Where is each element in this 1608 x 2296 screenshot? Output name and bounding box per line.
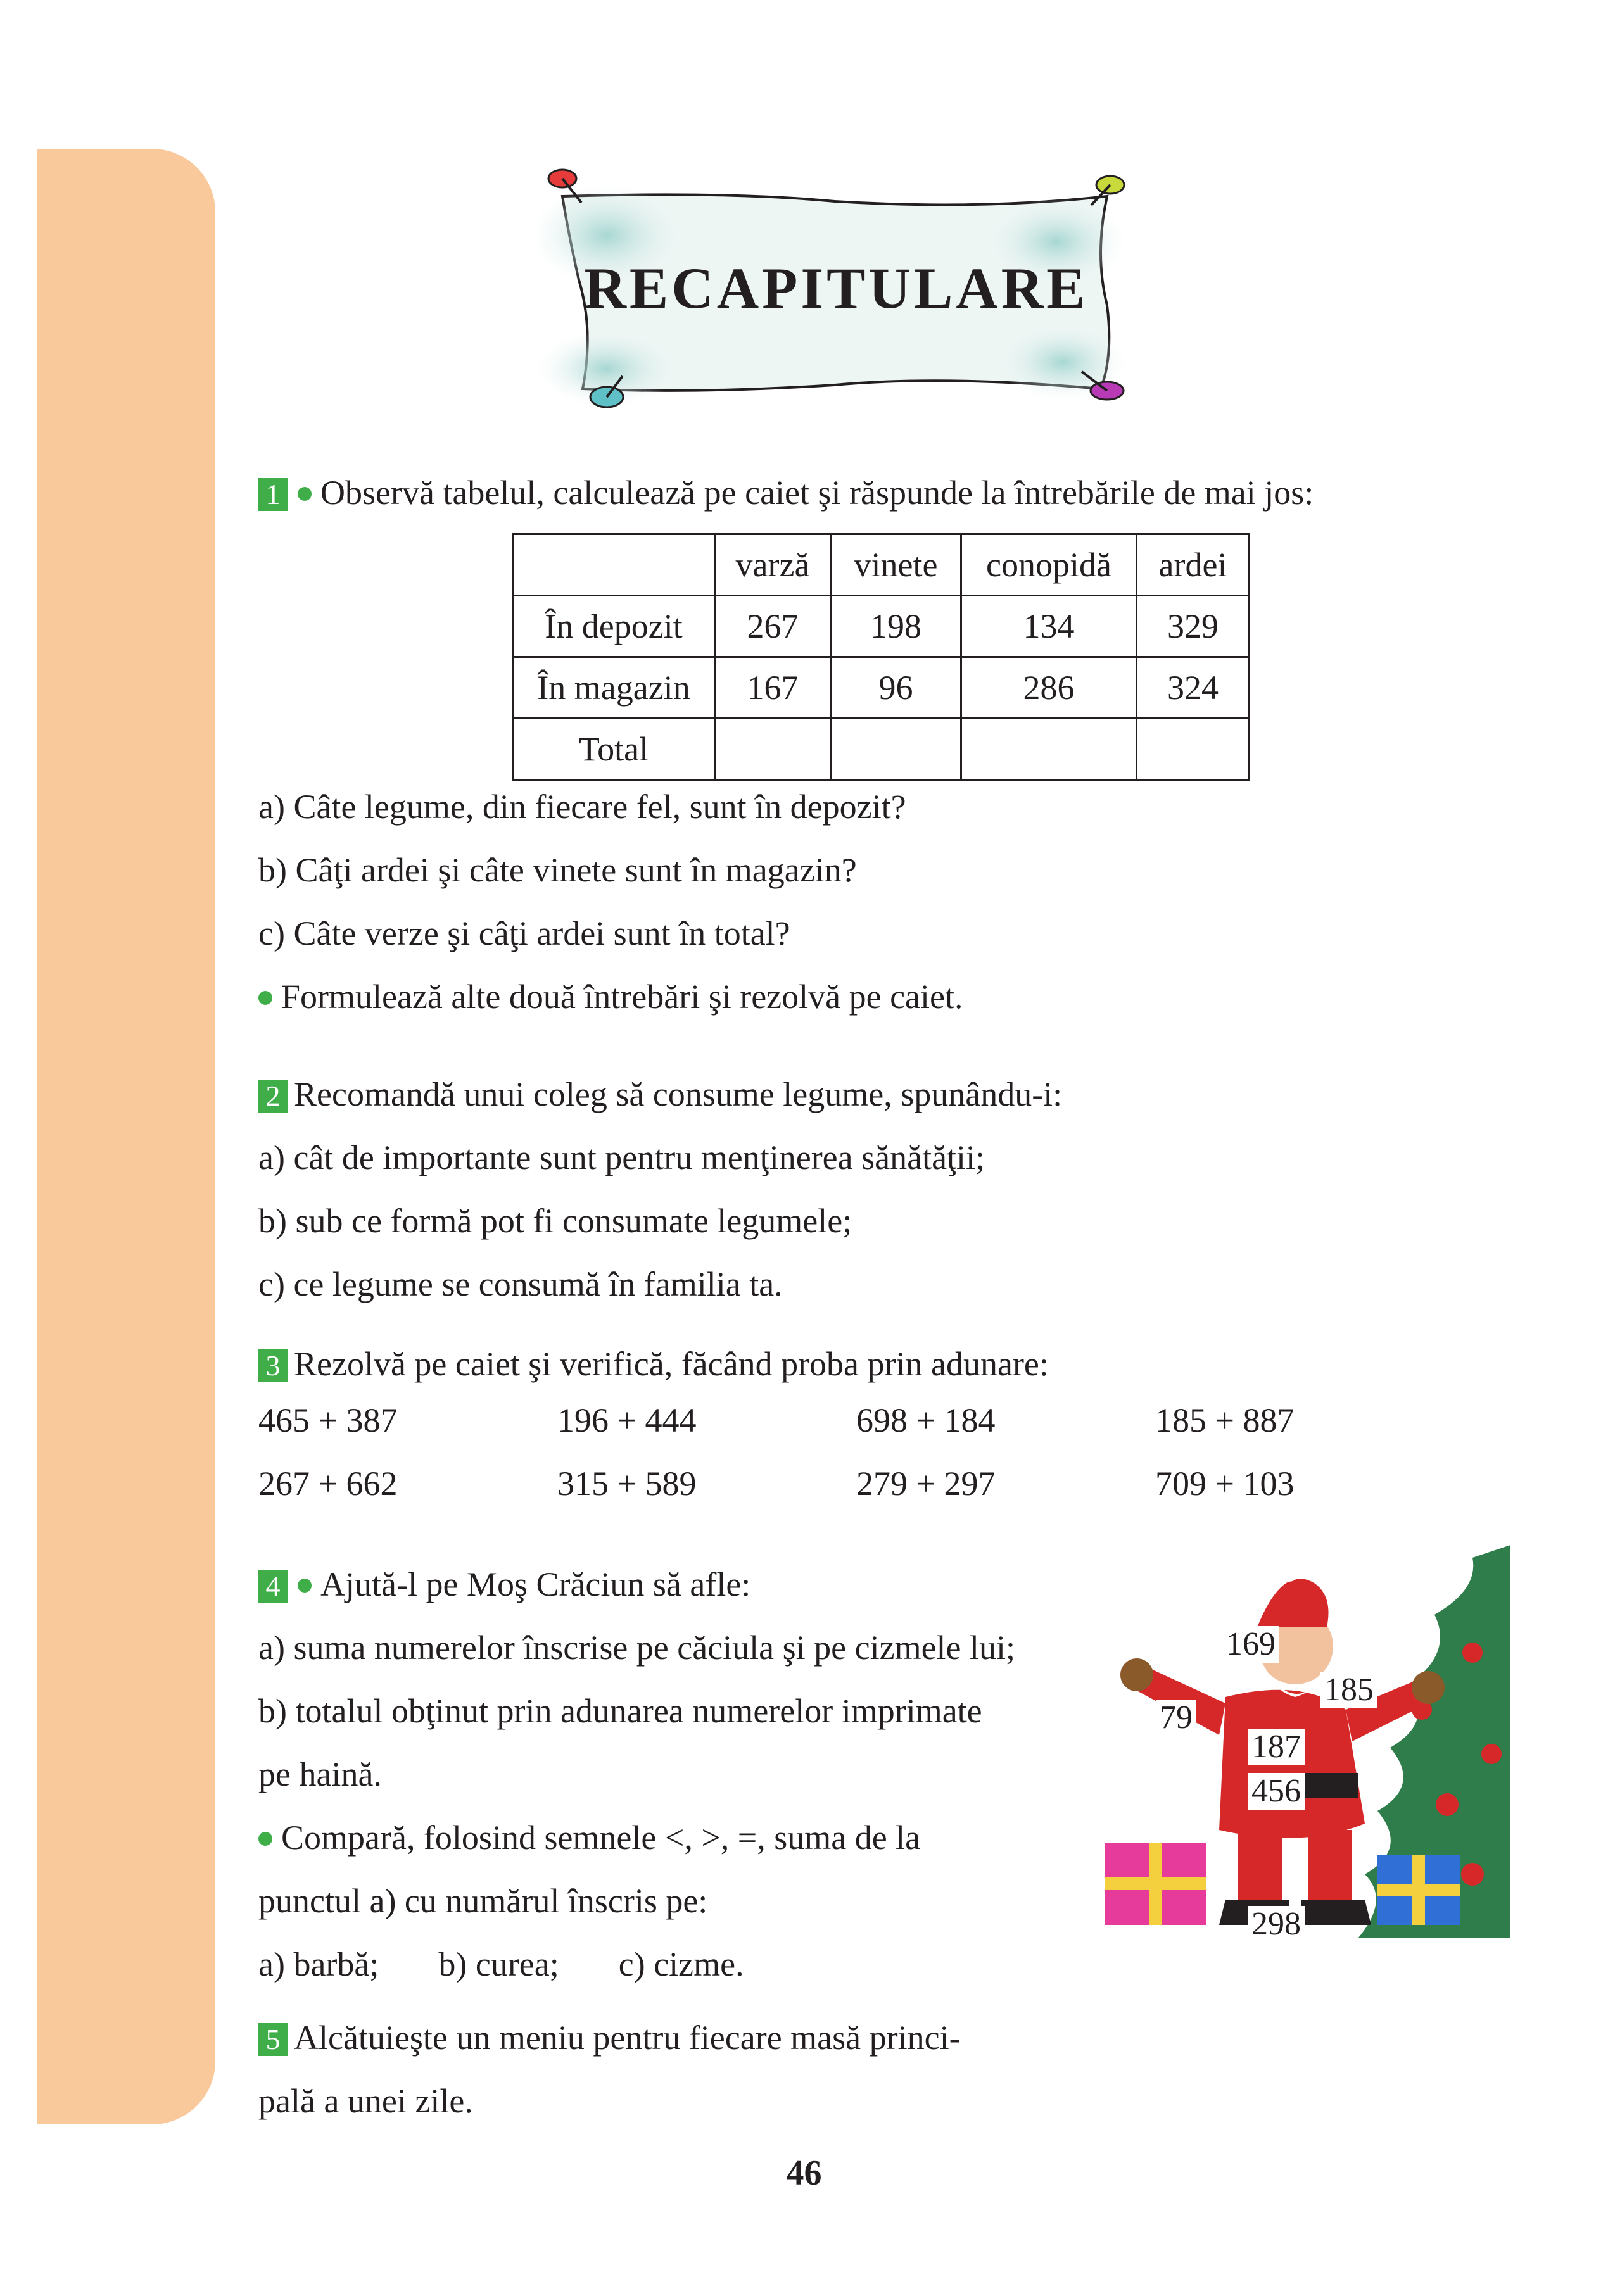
sum-expression: 196 + 444 xyxy=(557,1401,697,1439)
table-cell: 134 xyxy=(961,596,1137,657)
right-hand-number: 185 xyxy=(1320,1672,1377,1708)
sum-expression: 185 + 887 xyxy=(1155,1401,1295,1439)
exercise-1-extra: Formulează alte două întrebări şi rezolvă pe caiet. xyxy=(258,978,963,1016)
table-header-row xyxy=(513,534,1250,596)
exercise-2-item-b: b) sub ce formă pot fi consumate legumele; xyxy=(258,1202,852,1240)
belt-number: 187 xyxy=(1248,1729,1305,1765)
option-boots: c) cizme. xyxy=(618,1945,744,1983)
santa-illustration xyxy=(1092,1545,1510,1963)
exercise-4-item-a: a) suma numerelor înscrise pe căciula şi pe cizmele lui; xyxy=(258,1629,1016,1667)
table-cell xyxy=(831,719,961,780)
table-cell: 267 xyxy=(715,596,831,657)
row-label: În magazin xyxy=(513,657,715,719)
question-a: a) Câte legume, din fiecare fel, sunt în depozit? xyxy=(258,788,906,826)
sum-expression: 465 + 387 xyxy=(258,1401,398,1439)
page-title: RECAPITULARE xyxy=(584,256,1089,320)
coat-number: 456 xyxy=(1248,1773,1305,1810)
option-beard: a) barbă; xyxy=(258,1945,379,1983)
table-cell: 96 xyxy=(831,657,961,719)
exercise-number-badge: 1 xyxy=(258,478,288,511)
exercise-3-instruction: 3 Rezolvă pe caiet şi verifică, făcând proba prin adunare: xyxy=(258,1345,1049,1383)
exercise-1-instruction: 1 Observă tabelul, calculează pe caiet şi răspunde la întrebările de mai jos: xyxy=(258,474,1314,512)
table-cell xyxy=(961,719,1137,780)
sum-expression: 267 + 662 xyxy=(258,1465,398,1503)
exercise-4-instruction: 4 Ajută-l pe Moş Crăciun să afle: xyxy=(258,1565,750,1603)
table-cell: 198 xyxy=(831,596,961,657)
vegetables-table xyxy=(512,533,1250,781)
sum-expression: 698 + 184 xyxy=(856,1401,996,1439)
exercise-2-item-a: a) cât de importante sunt pentru menţinerea sănătăţii; xyxy=(258,1139,985,1176)
side-tab-decoration xyxy=(37,149,215,2124)
page-number: 46 xyxy=(786,2154,822,2193)
table-row xyxy=(513,657,1250,719)
bullet-dot-icon xyxy=(298,487,312,501)
bullet-dot-icon xyxy=(258,1832,272,1846)
table-header-cell: conopidă xyxy=(961,534,1137,596)
table-header-cell: ardei xyxy=(1137,534,1250,596)
exercise-4-compare: Compară, folosind semnele <, >, =, suma de la xyxy=(258,1819,920,1857)
bullet-dot-icon xyxy=(258,991,272,1005)
table-row xyxy=(513,719,1250,780)
sum-expression: 709 + 103 xyxy=(1155,1465,1295,1503)
table-row xyxy=(513,596,1250,657)
table-cell xyxy=(1137,719,1250,780)
exercise-number-badge: 5 xyxy=(258,2023,288,2056)
exercise-5-instruction: 5 Alcătuieşte un meniu pentru fiecare masă princi- xyxy=(258,2019,961,2057)
exercise-2-instruction: 2 Recomandă unui coleg să consume legume, spunându-i: xyxy=(258,1075,1062,1113)
exercise-number-badge: 3 xyxy=(258,1349,288,1382)
hat-number: 169 xyxy=(1222,1626,1279,1663)
exercise-2-item-c: c) ce legume se consumă în familia ta. xyxy=(258,1265,783,1303)
table-cell: 167 xyxy=(715,657,831,719)
table-cell: 286 xyxy=(961,657,1137,719)
boots-number: 298 xyxy=(1248,1906,1305,1943)
exercise-4-options xyxy=(258,1945,744,1983)
exercise-5-cont: pală a unei zile. xyxy=(258,2082,473,2120)
table-cell: 329 xyxy=(1137,596,1250,657)
exercise-4-item-b-cont: pe haină. xyxy=(258,1755,382,1793)
table-cell: 324 xyxy=(1137,657,1250,719)
sum-expression: 315 + 589 xyxy=(557,1465,697,1503)
table-header-cell: varză xyxy=(715,534,831,596)
option-belt: b) curea; xyxy=(438,1945,559,1983)
left-hand-number: 79 xyxy=(1156,1700,1196,1736)
title-banner xyxy=(537,166,1136,413)
question-c: c) Câte verze şi câţi ardei sunt în total? xyxy=(258,914,790,952)
exercise-4-item-b: b) totalul obţinut prin adunarea numerelor imprimate xyxy=(258,1692,982,1730)
row-label: În depozit xyxy=(513,596,715,657)
exercise-number-badge: 4 xyxy=(258,1570,288,1603)
exercise-4-compare-cont: punctul a) cu numărul înscris pe: xyxy=(258,1882,708,1920)
row-label: Total xyxy=(513,719,715,780)
question-b: b) Câţi ardei şi câte vinete sunt în magazin? xyxy=(258,851,857,889)
table-header-cell: vinete xyxy=(831,534,961,596)
bullet-dot-icon xyxy=(298,1579,312,1593)
table-cell xyxy=(715,719,831,780)
table-cell xyxy=(513,534,715,596)
exercise-number-badge: 2 xyxy=(258,1080,288,1113)
sum-expression: 279 + 297 xyxy=(856,1465,996,1503)
